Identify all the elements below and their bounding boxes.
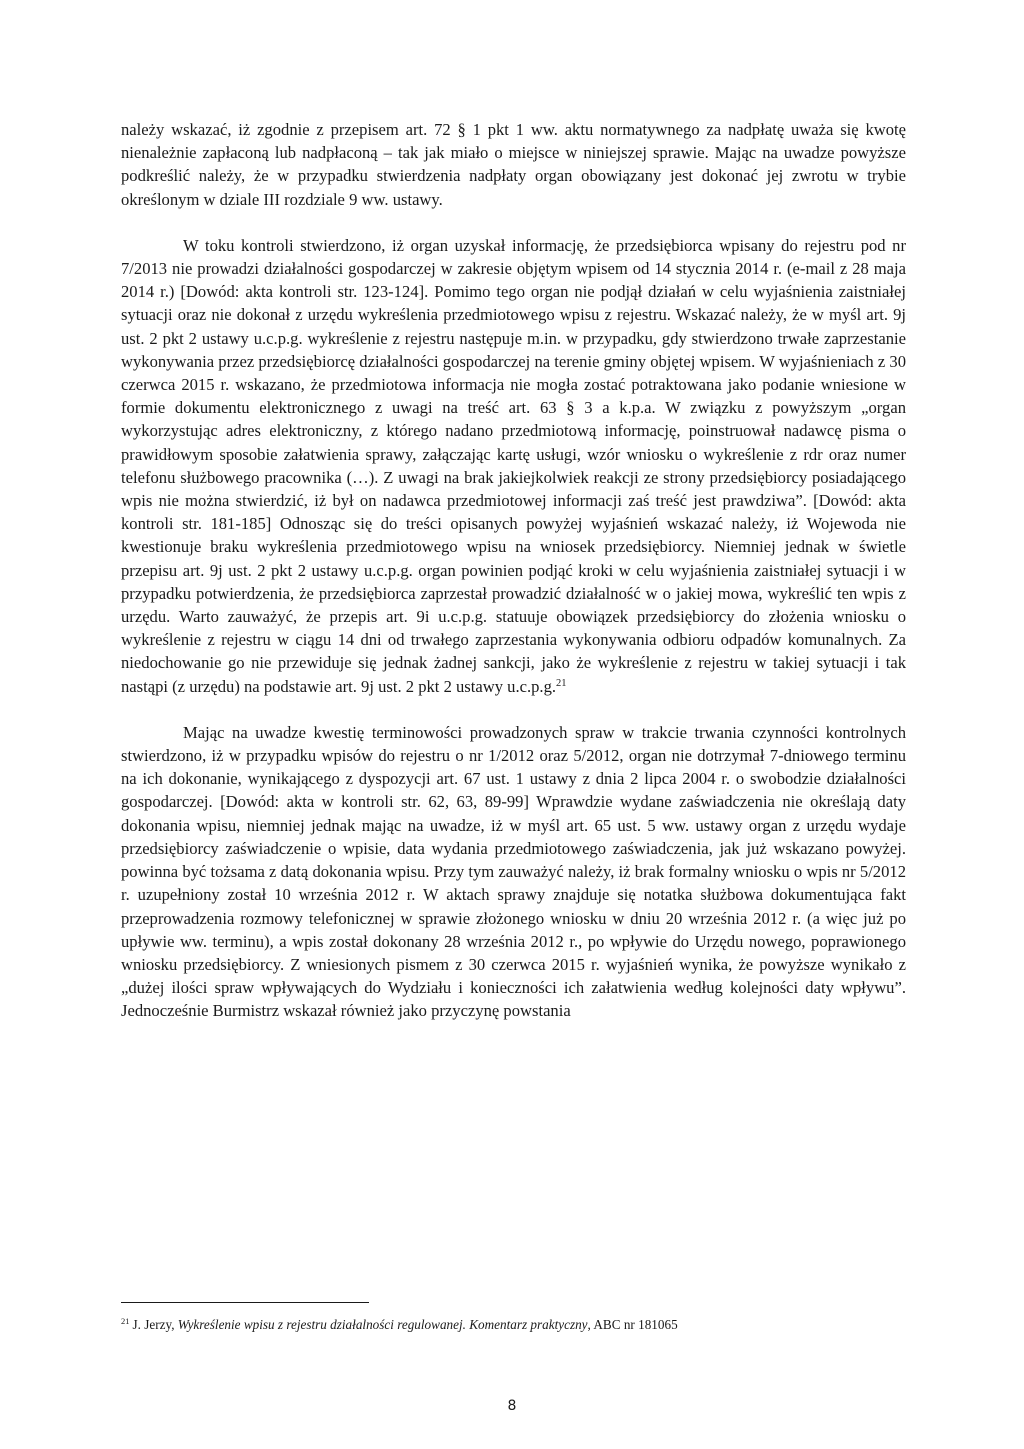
footnote-author: J. Jerzy,: [132, 1317, 178, 1332]
footnote: [121, 1316, 906, 1333]
body-text: [121, 118, 906, 1023]
paragraph-3: Mając na uwadze kwestię terminowości prowadzonych spraw w trakcie trwania czynności kontrolnych stwierdzono, iż w przypadku wpisów do rejestru o nr 1/2012 oraz 5/2012, organ nie dotrzymał 7-dniowego terminu na ich dokonanie, wynikającego z dyspozycji art. 67 ust. 1 ustawy z dnia 2 lipca 2004 r. o swobodzie działalności gospodarczej. [Dowód: akta w kontroli str. 62, 63, 89-99] Wprawdzie wydane zaświadczenia nie określają daty dokonania wpisu, niemniej jednak mając na uwadze, iż w myśl art. 65 ust. 5 ww. ustawy organ z urzędu wydaje przedsiębiorcy zaświadczenie o wpisie, data wydania przedmiotowego zaświadczenia, jak już wskazano powyżej. powinna być tożsama z datą dokonania wpisu. Przy tym zauważyć należy, iż brak formalny wniosku o wpis nr 5/2012 r. uzupełniony został 10 września 2012 r. W aktach sprawy znajduje się notatka służbowa dokumentująca fakt przeprowadzenia rozmowy telefonicznej w sprawie złożonego wniosku w dniu 20 września 2012 r. (a więc już po upływie ww. terminu), a wpis został dokonany 28 września 2012 r., po wpływie do Urzędu nowego, poprawionego wniosku przedsiębiorcy. Z wniesionych pismem z 30 czerwca 2015 r. wyjaśnień wynika, że powyższe wynikało z „dużej ilości spraw wpływających do Wydziału i konieczności ich załatwienia według kolejności daty wpływu”. Jednocześnie Burmistrz wskazał również jako przyczynę powstania: [121, 722, 906, 1021]
footnote-reference[interactable]: 21: [556, 677, 567, 689]
footnote-title: Wykreślenie wpisu z rejestru działalności regulowanej. Komentarz praktyczny: [177, 1317, 588, 1332]
footnote-source: , ABC nr 181065: [587, 1317, 678, 1332]
footnote-separator: [121, 1302, 369, 1303]
page-number: 8: [507, 1398, 517, 1414]
paragraph-1: należy wskazać, iż zgodnie z przepisem art. 72 § 1 pkt 1 ww. aktu normatywnego za nadpłatę uważa się kwotę nienależnie zapłaconą lub nadpłaconą – tak jak miało o miejsce w niniejszej sprawie. Mając na uwadze powyższe podkreślić należy, że w przypadku stwierdzenia nadpłaty organ obowiązany jest dokonać jej zwrotu w trybie określonym w dziale III rozdziale 9 ww. ustawy.: [121, 120, 906, 209]
paragraph-2-text: W toku kontroli stwierdzono, iż organ uzyskał informację, że przedsiębiorca wpisany do rejestru pod nr 7/2013 nie prowadzi działalności gospodarczej w zakresie objętym wpisem od 14 stycznia 2014 r. (e-mail z 28 maja 2014 r.) [Dowód: akta kontroli str. 123-124]. Pomimo tego organ nie podjął działań w celu wyjaśnienia zaistniałej sytuacji oraz nie dokonał z urzędu wykreślenia przedmiotowego wpisu z rejestru. Wskazać należy, że w myśl art. 9j ust. 2 pkt 2 ustawy u.c.p.g. wykreślenie z rejestru następuje m.in. w przypadku, gdy stwierdzono trwałe zaprzestanie wykonywania przez przedsiębiorcę działalności gospodarczej na terenie gminy objętej wpisem. W wyjaśnieniach z 30 czerwca 2015 r. wskazano, że przedmiotowa informacja nie mogła zostać potraktowana jako podanie wniesione w formie dokumentu elektronicznego z uwagi na treść art. 63 § 3 a k.p.a. W związku z powyższym „organ wykorzystując adres elektroniczny, z którego nadano przedmiotową informację, poinstruował nadawcę pisma o prawidłowym sposobie załatwienia sprawy, załączając kartę usługi, wzór wniosku o wykreślenie z rdr oraz numer telefonu służbowego pracownika (…). Z uwagi na brak jakiejkolwiek reakcji ze strony przedsiębiorcy posiadającego wpis nie można stwierdzić, iż był on nadawca przedmiotowej informacji zaś treść jest prawdziwa”. [Dowód: akta kontroli str. 181-185] Odnosząc się do treści opisanych powyżej wyjaśnień wskazać należy, iż Wojewoda nie kwestionuje braku wykreślenia przedmiotowego wpisu na wniosek przedsiębiorcy. Niemniej jednak w świetle przepisu art. 9j ust. 2 pkt 2 ustawy u.c.p.g. organ powinien podjąć kroki w celu wyjaśnienia zaistniałej sytuacji i w przypadku potwierdzenia, że przedsiębiorca zaprzestał prowadzić działalność w o jakiej mowa, wykreślić ten wpis z urzędu. Warto zauważyć, że przepis art. 9i u.c.p.g. statuuje obowiązek przedsiębiorcy do złożenia wniosku o wykreślenie z rejestru w ciągu 14 dni od trwałego zaprzestania wykonywania odbioru odpadów komunalnych. Za niedochowanie go nie przewiduje się jednak żadnej sankcji, jako że wykreślenie z rejestru w takiej sytuacji i tak nastąpi (z urzędu) na podstawie art. 9j ust. 2 pkt 2 ustawy u.c.p.g.: [121, 235, 906, 696]
footnote-number: 21: [121, 1316, 130, 1326]
paragraph-2: [121, 234, 906, 698]
